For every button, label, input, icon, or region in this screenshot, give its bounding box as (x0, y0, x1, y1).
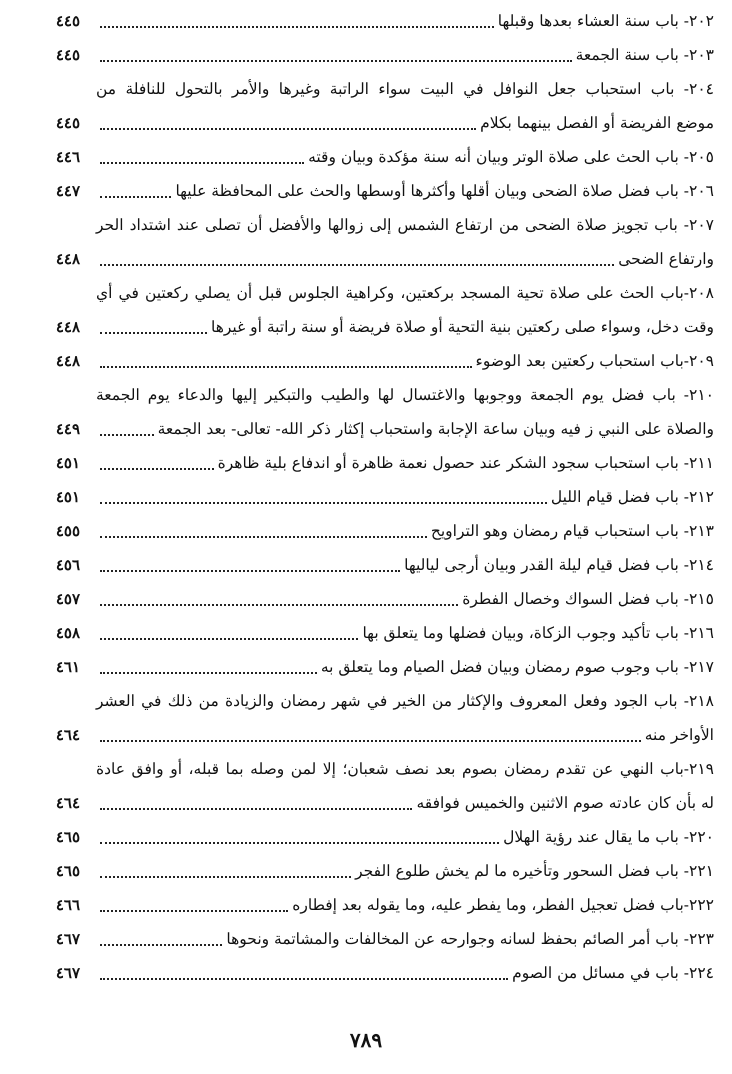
toc-entry-page: ٤٤٥ (55, 12, 80, 30)
toc-entry-title: ٢٢١- باب فضل السحور وتأخيره ما لم يخش طلوع الفجر (355, 862, 714, 880)
toc-entry (55, 582, 714, 616)
toc-entry (55, 956, 714, 990)
toc-entry-title: ٢١٢- باب فضل قيام الليل (550, 488, 714, 506)
toc-entry-title: ٢١٠- باب فضل يوم الجمعة ووجوبها والاغتسال لها والطيب والتبكير إليها والدعاء يوم الجمعة (96, 386, 714, 404)
toc-entry (55, 752, 714, 820)
toc-entry-title: ٢١٧- باب وجوب صوم رمضان وبيان فضل الصيام وما يتعلق به (320, 658, 714, 676)
dot-leader (100, 162, 304, 164)
toc-entry-line-last (55, 174, 714, 208)
toc-entry-line (96, 72, 714, 106)
toc-entry-title: ٢٠٥- باب الحث على صلاة الوتر وبيان أنه سنة مؤكدة وبيان وقته (308, 148, 714, 166)
toc-entry-page: ٤٥٥ (55, 522, 80, 540)
toc-entry-page: ٤٥٦ (55, 556, 80, 574)
toc-entry-title: وقت دخل، وسواء صلى ركعتين بنية التحية أو صلاة فريضة أو سنة راتبة أو غيرها (210, 318, 714, 336)
toc-entry-title: ٢٠٦- باب فضل صلاة الضحى وبيان أقلها وأكثرها أوسطها والحث على المحافظة عليها (175, 182, 714, 200)
toc-entry-page: ٤٦١ (55, 658, 80, 676)
page-number: ٧٨٩ (349, 1028, 383, 1052)
toc-entry-title: ٢٠٤- باب استحباب جعل النوافل في البيت سواء الراتبة وغيرها والأمر بالتحول للنافلة من (96, 80, 714, 98)
dot-leader (100, 26, 494, 28)
toc-entry-line-last (55, 616, 714, 650)
toc-entry-line (96, 684, 714, 718)
toc-entry (55, 684, 714, 752)
toc-entry-title: ٢١٩-باب النهي عن تقدم رمضان بصوم بعد نصف شعبان؛ إلا لمن وصله بما قبله، أو وافق عادة (96, 760, 714, 778)
toc-entry (55, 208, 714, 276)
dot-leader (100, 638, 358, 640)
toc-entry-title: ٢٠٣- باب سنة الجمعة (575, 46, 714, 64)
toc-entry (55, 446, 714, 480)
toc-entry-title: ٢١١- باب استحباب سجود الشكر عند حصول نعمة ظاهرة أو اندفاع بلية ظاهرة (217, 454, 714, 472)
toc-entry-line-last (55, 786, 714, 820)
toc-entry-page: ٤٤٨ (55, 352, 80, 370)
toc-entry-title: ٢٢٢-باب فضل تعجيل الفطر، وما يفطر عليه، وما يقوله بعد إفطاره (292, 896, 714, 914)
toc-entry (55, 820, 714, 854)
dot-leader (100, 196, 171, 198)
toc-entry-line-last (55, 820, 714, 854)
toc-entry-page: ٤٦٥ (55, 828, 80, 846)
toc-entry-page: ٤٥١ (55, 454, 80, 472)
toc-entry (55, 650, 714, 684)
toc-entry-page: ٤٦٧ (55, 930, 80, 948)
dot-leader (100, 672, 317, 674)
toc-entry-title: ٢٢٤- باب في مسائل من الصوم (512, 964, 714, 982)
toc-entry-title: ٢١٣- باب استحباب قيام رمضان وهو التراويح (430, 522, 714, 540)
toc-entry-page: ٤٥١ (55, 488, 80, 506)
dot-leader (100, 604, 458, 606)
toc-entry-title: ٢١٦- باب تأكيد وجوب الزكاة، وبيان فضلها وما يتعلق بها (362, 624, 714, 642)
toc-entry (55, 922, 714, 956)
toc-entry-page: ٤٤٥ (55, 46, 80, 64)
dot-leader (100, 434, 154, 436)
toc-entry-line (96, 378, 714, 412)
dot-leader (100, 468, 214, 470)
toc-entry (55, 38, 714, 72)
dot-leader (100, 128, 476, 130)
toc-entry-page: ٤٥٧ (55, 590, 80, 608)
toc-entry-line-last (55, 310, 714, 344)
dot-leader (100, 842, 499, 844)
toc-entry (55, 548, 714, 582)
toc-entry-line (96, 276, 714, 310)
toc-entry-title: له بأن كان عادته صوم الاثنين والخميس فوافقه (416, 794, 714, 812)
dot-leader (100, 60, 572, 62)
dot-leader (100, 808, 412, 810)
toc-entry-line-last (55, 412, 714, 446)
dot-leader (100, 264, 614, 266)
dot-leader (100, 536, 427, 538)
toc-entry (55, 378, 714, 446)
toc-entry (55, 72, 714, 140)
dot-leader (100, 740, 641, 742)
dot-leader (100, 570, 400, 572)
toc-entry-page: ٤٤٩ (55, 420, 80, 438)
toc-entry-page: ٤٤٨ (55, 250, 80, 268)
toc-entry-page: ٤٦٥ (55, 862, 80, 880)
toc-entry-page: ٤٤٥ (55, 114, 80, 132)
toc-entry (55, 174, 714, 208)
toc-entry-page: ٤٤٦ (55, 148, 80, 166)
toc-entry-title: وارتفاع الضحى (618, 250, 714, 268)
toc-entry-line-last (55, 480, 714, 514)
toc-entry-page: ٤٦٤ (55, 794, 80, 812)
toc-entry (55, 514, 714, 548)
toc-entry-line-last (55, 38, 714, 72)
toc-entry-title: ٢٠٧- باب تجويز صلاة الضحى من ارتفاع الشمس إلى زوالها والأفضل أن تصلى عند اشتداد الحر (96, 216, 714, 234)
toc-entry-page: ٤٦٦ (55, 896, 80, 914)
toc-entry-title: ٢٢٠- باب ما يقال عند رؤية الهلال (503, 828, 714, 846)
toc-entry-page: ٤٦٧ (55, 964, 80, 982)
toc-entry-line-last (55, 922, 714, 956)
toc-entry-line-last (55, 514, 714, 548)
toc-entry-line-last (55, 854, 714, 888)
toc-entry-line-last (55, 956, 714, 990)
toc-entry-page: ٤٥٨ (55, 624, 80, 642)
toc-entry-line-last (55, 582, 714, 616)
toc-entry-title: ٢١٤- باب فضل قيام ليلة القدر وبيان أرجى لياليها (404, 556, 714, 574)
toc-entry-title: ٢٢٣- باب أمر الصائم بحفظ لسانه وجوارحه عن المخالفات والمشاتمة ونحوها (226, 930, 714, 948)
toc-entry (55, 344, 714, 378)
toc-entry (55, 888, 714, 922)
dot-leader (100, 910, 288, 912)
toc-entry-line (96, 208, 714, 242)
toc-entry-title: الأواخر منه (644, 726, 714, 744)
toc-entry-title: ٢١٥- باب فضل السواك وخصال الفطرة (462, 590, 714, 608)
toc-entry-line-last (55, 242, 714, 276)
toc-entry-title: والصلاة على النبي ز فيه وبيان ساعة الإجابة واستحباب إكثار ذكر الله- تعالى- بعد الجمعة (157, 420, 714, 438)
toc-entry-title: ٢١٨- باب الجود وفعل المعروف والإكثار من الخير في شهر رمضان والزيادة من ذلك في العشر (96, 692, 714, 710)
table-of-contents (55, 4, 714, 990)
toc-entry-title: ٢٠٩-باب استحباب ركعتين بعد الوضوء (475, 352, 714, 370)
dot-leader (100, 944, 222, 946)
toc-entry (55, 276, 714, 344)
toc-entry-line-last (55, 106, 714, 140)
toc-entry-line-last (55, 446, 714, 480)
toc-entry-line (96, 752, 714, 786)
toc-entry-page: ٤٦٤ (55, 726, 80, 744)
toc-entry-page: ٤٤٨ (55, 318, 80, 336)
toc-entry-line-last (55, 650, 714, 684)
toc-entry-line-last (55, 4, 714, 38)
toc-entry-line-last (55, 888, 714, 922)
dot-leader (100, 876, 351, 878)
dot-leader (100, 366, 472, 368)
dot-leader (100, 978, 508, 980)
toc-entry-line-last (55, 718, 714, 752)
toc-entry (55, 480, 714, 514)
toc-entry-title: موضع الفريضة أو الفصل بينهما بكلام (480, 114, 714, 132)
toc-entry (55, 4, 714, 38)
toc-entry-line-last (55, 548, 714, 582)
dot-leader (100, 502, 547, 504)
toc-entry (55, 854, 714, 888)
dot-leader (100, 332, 207, 334)
toc-entry (55, 140, 714, 174)
toc-entry-line-last (55, 344, 714, 378)
toc-entry-page: ٤٤٧ (55, 182, 80, 200)
toc-entry-line-last (55, 140, 714, 174)
toc-entry (55, 616, 714, 650)
toc-entry-title: ٢٠٢- باب سنة العشاء بعدها وقبلها (497, 12, 714, 30)
toc-entry-title: ٢٠٨-باب الحث على صلاة تحية المسجد بركعتين، وكراهية الجلوس قبل أن يصلي ركعتين في أي (96, 284, 714, 302)
